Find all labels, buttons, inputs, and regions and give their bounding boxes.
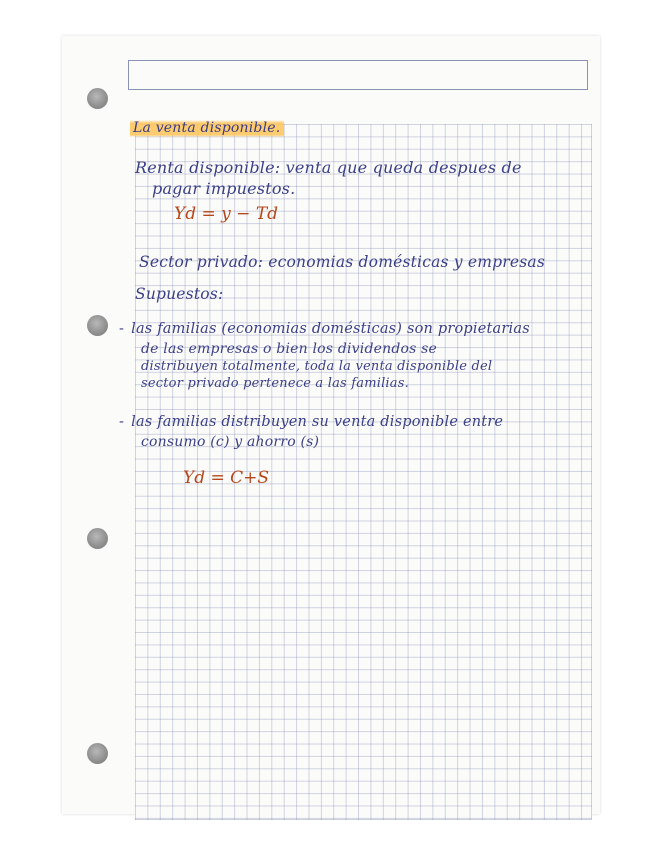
bullet-1-line-4: sector privado pertenece a las familias.: [141, 376, 409, 391]
equation-consumption-saving: Yd = C+S: [183, 468, 270, 488]
bullet-2-line-2: consumo (c) y ahorro (s): [141, 434, 320, 450]
page-title: La venta disponible.: [130, 120, 284, 137]
notebook-page: [62, 36, 600, 814]
header-box: [128, 60, 588, 90]
bullet-1-line-2: de las empresas o bien los dividendos se: [141, 341, 438, 357]
binder-hole-3: [87, 528, 108, 549]
definition-line-2: pagar impuestos.: [152, 179, 296, 198]
equation-disposable-income: Yd = y − Td: [174, 204, 279, 224]
bullet-2-text: las familias distribuyen su venta disponible entre: [131, 414, 504, 430]
binder-hole-1: [87, 88, 108, 109]
bullet-1-line-1: [119, 322, 530, 337]
binder-hole-2: [87, 315, 108, 336]
definition-line-1: Renta disponible: venta que queda despues de: [135, 158, 522, 177]
private-sector-line: Sector privado: economias domésticas y empresas: [139, 253, 546, 271]
bullet-1-line-3: distribuyen totalmente, toda la venta disponible del: [141, 359, 493, 374]
bullet-dash: -: [119, 321, 125, 337]
binder-hole-4: [87, 743, 108, 764]
bullet-dash: -: [119, 414, 125, 430]
bullet-2-line-1: [119, 415, 503, 430]
assumptions-heading: Supuestos:: [135, 285, 224, 303]
bullet-1-text: las familias (economias domésticas) son propietarias: [131, 321, 530, 337]
